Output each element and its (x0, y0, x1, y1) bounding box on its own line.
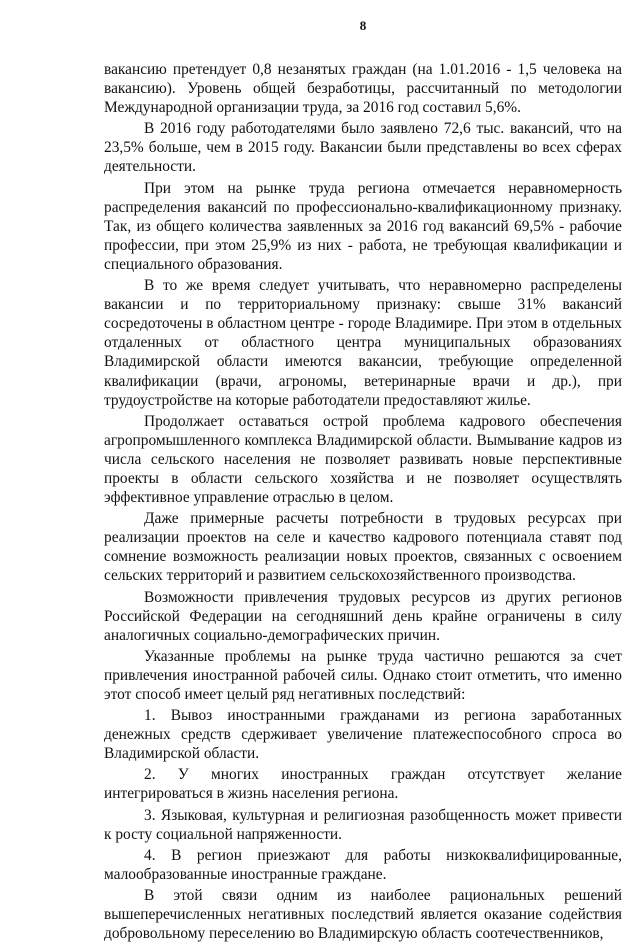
paragraph-7: Возможности привлечения трудовых ресурсов из других регионов Российской Федерации на сегодняшний день крайне ограничены в силу аналогичных социально-демографических причин. (104, 588, 622, 644)
list-item-3: 3. Языковая, культурная и религиозная разобщенность может привести к росту социальной напряженности. (104, 806, 622, 843)
paragraph-5: Продолжает оставаться острой проблема кадрового обеспечения агропромышленного комплекса Владимирской области. Вымывание кадров из числа сельского населения не позволяет развивать новые перспективные проекты в области сельского хозяйства и не позволяет осуществлять эффективное управление отраслью в целом. (104, 412, 622, 507)
list-item-1: 1. Вывоз иностранными гражданами из региона заработанных денежных средств сдерживает увеличение платежеспособного спроса во Владимирской области. (104, 707, 622, 763)
paragraph-8: Указанные проблемы на рынке труда частично решаются за счет привлечения иностранной рабочей силы. Однако стоит отметить, что именно этот способ имеет целый ряд негативных последствий: (104, 647, 622, 703)
list-item-4: 4. В регион приезжают для работы низкоквалифицированные, малообразованные иностранные граждане. (104, 846, 622, 883)
paragraph-6: Даже примерные расчеты потребности в трудовых ресурсах при реализации проектов на селе и качество кадрового потенциала ставят под сомнение возможность реализации новых проектов, связанных с освоением сельских территорий и развитием сельскохозяйственного производства. (104, 510, 622, 585)
document-page (104, 14, 622, 945)
paragraph-1: вакансию претендует 0,8 незанятых граждан (на 1.01.2016 - 1,5 человека на вакансию). Уровень общей безработицы, рассчитанный по методологии Международной организации труда, за 2016 год составил 5,6%. (104, 61, 622, 117)
list-item-2: 2. У многих иностранных граждан отсутствует желание интегрироваться в жизнь населения региона. (104, 766, 622, 803)
paragraph-2: В 2016 году работодателями было заявлено 72,6 тыс. вакансий, что на 23,5% больше, чем в 2015 году. Вакансии были представлены во всех сферах деятельности. (104, 120, 622, 176)
document-body (104, 60, 622, 943)
paragraph-4: В то же время следует учитывать, что неравномерно распределены вакансии и по территориальному признаку: свыше 31% вакансий сосредоточены в областном центре - городе Владимире. При этом в отдельных отдаленных от областного центра муниципальных образованиях Владимирской области имеются вакансии, требующие определенной квалификации (врачи, агрономы, ветеринарные врачи и др.), при трудоустройстве на которые работодатели предоставляют жилье. (104, 277, 622, 409)
paragraph-9: В этой связи одним из наиболее рациональных решений вышеперечисленных негативных последствий является оказание содействия добровольному переселению во Владимирскую область соотечественников, (104, 886, 622, 943)
paragraph-3: При этом на рынке труда региона отмечается неравномерность распределения вакансий по профессионально-квалификационному признаку. Так, из общего количества заявленных за 2016 год вакансий 69,5% - рабочие профессии, при этом 25,9% из них - работа, не требующая квалификации и специального образования. (104, 179, 622, 273)
page-number: 8 (359, 18, 367, 33)
